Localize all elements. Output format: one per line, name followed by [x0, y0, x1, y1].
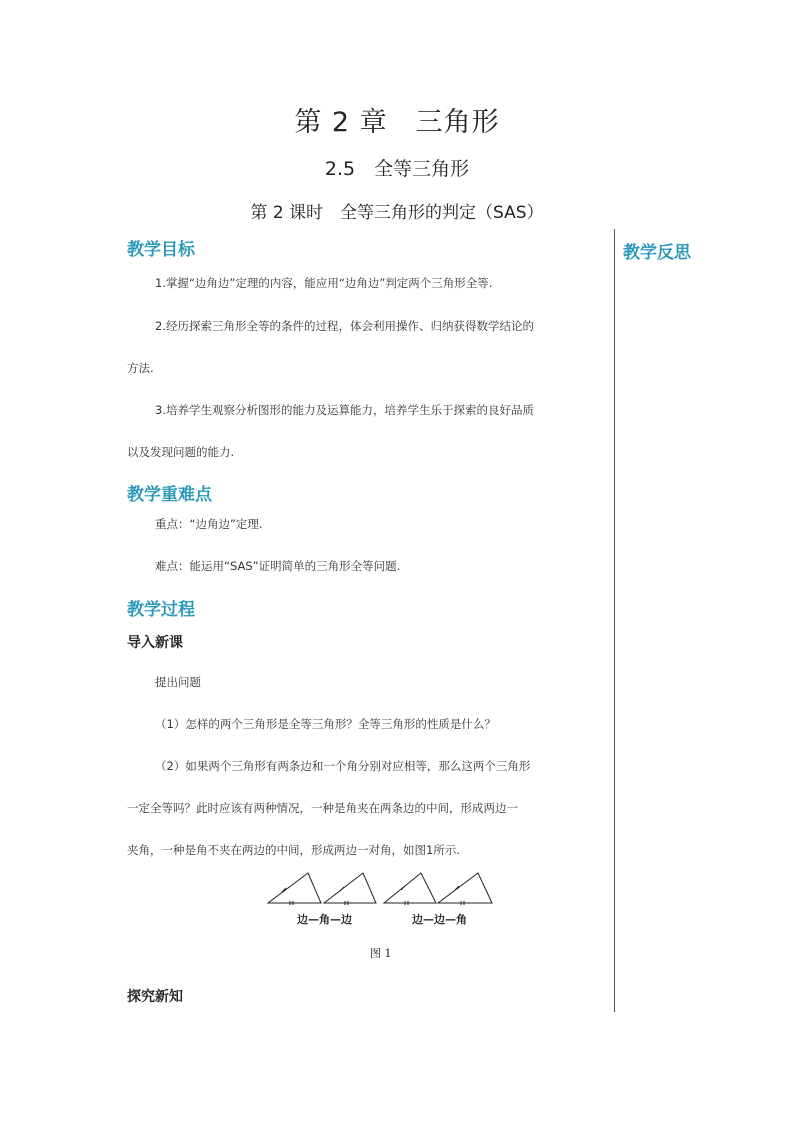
question-2-line: （2）如果两个三角形有两条边和一个角分别对应相等，那么这两个三角形 — [155, 759, 531, 773]
objectives-heading: 教学目标 — [127, 240, 195, 260]
figure-label-sas: 边—角—边 — [297, 913, 352, 926]
focus-point: 重点：“边角边”定理. — [155, 517, 263, 531]
question-1: （1）怎样的两个三角形是全等三角形？全等三角形的性质是什么？ — [155, 717, 496, 731]
difficulty-point: 难点：能运用“SAS”证明简单的三角形全等问题. — [155, 559, 401, 573]
objective-line: 1.掌握“边角边”定理的内容，能应用“边角边”判定两个三角形全等. — [155, 276, 493, 290]
triangle-1 — [268, 873, 321, 903]
column-divider — [614, 229, 615, 1012]
lesson-title: 第 2 课时 全等三角形的判定（SAS） — [250, 203, 544, 223]
process-heading: 教学过程 — [127, 600, 195, 620]
triangle-2 — [324, 873, 376, 903]
chapter-title: 第 2 章 三角形 — [294, 107, 500, 138]
triangles-figure — [262, 868, 498, 908]
prompt-text: 提出问题 — [155, 675, 201, 689]
objective-line: 方法. — [127, 361, 154, 375]
objective-line: 2.经历探索三角形全等的条件的过程，体会利用操作、归纳获得数学结论的 — [155, 319, 534, 333]
question-2-line: 一定全等吗？此时应该有两种情况，一种是角夹在两条边的中间，形成两边一 — [127, 801, 518, 815]
question-2-line: 夹角，一种是角不夹在两边的中间，形成两边一对角，如图1所示. — [127, 843, 460, 857]
objective-line: 以及发现问题的能力. — [127, 445, 235, 459]
key-points-heading: 教学重难点 — [127, 485, 212, 505]
triangle-3 — [384, 873, 436, 903]
reflection-heading: 教学反思 — [623, 243, 691, 263]
objective-line: 3.培养学生观察分析图形的能力及运算能力，培养学生乐于探索的良好品质 — [155, 403, 534, 417]
section-title: 2.5 全等三角形 — [324, 158, 470, 180]
figure-label-ssa: 边—边—角 — [412, 913, 467, 926]
triangle-4 — [438, 873, 492, 903]
figure-caption: 图 1 — [370, 947, 392, 960]
intro-heading: 导入新课 — [127, 635, 183, 651]
explore-heading: 探究新知 — [127, 989, 183, 1005]
